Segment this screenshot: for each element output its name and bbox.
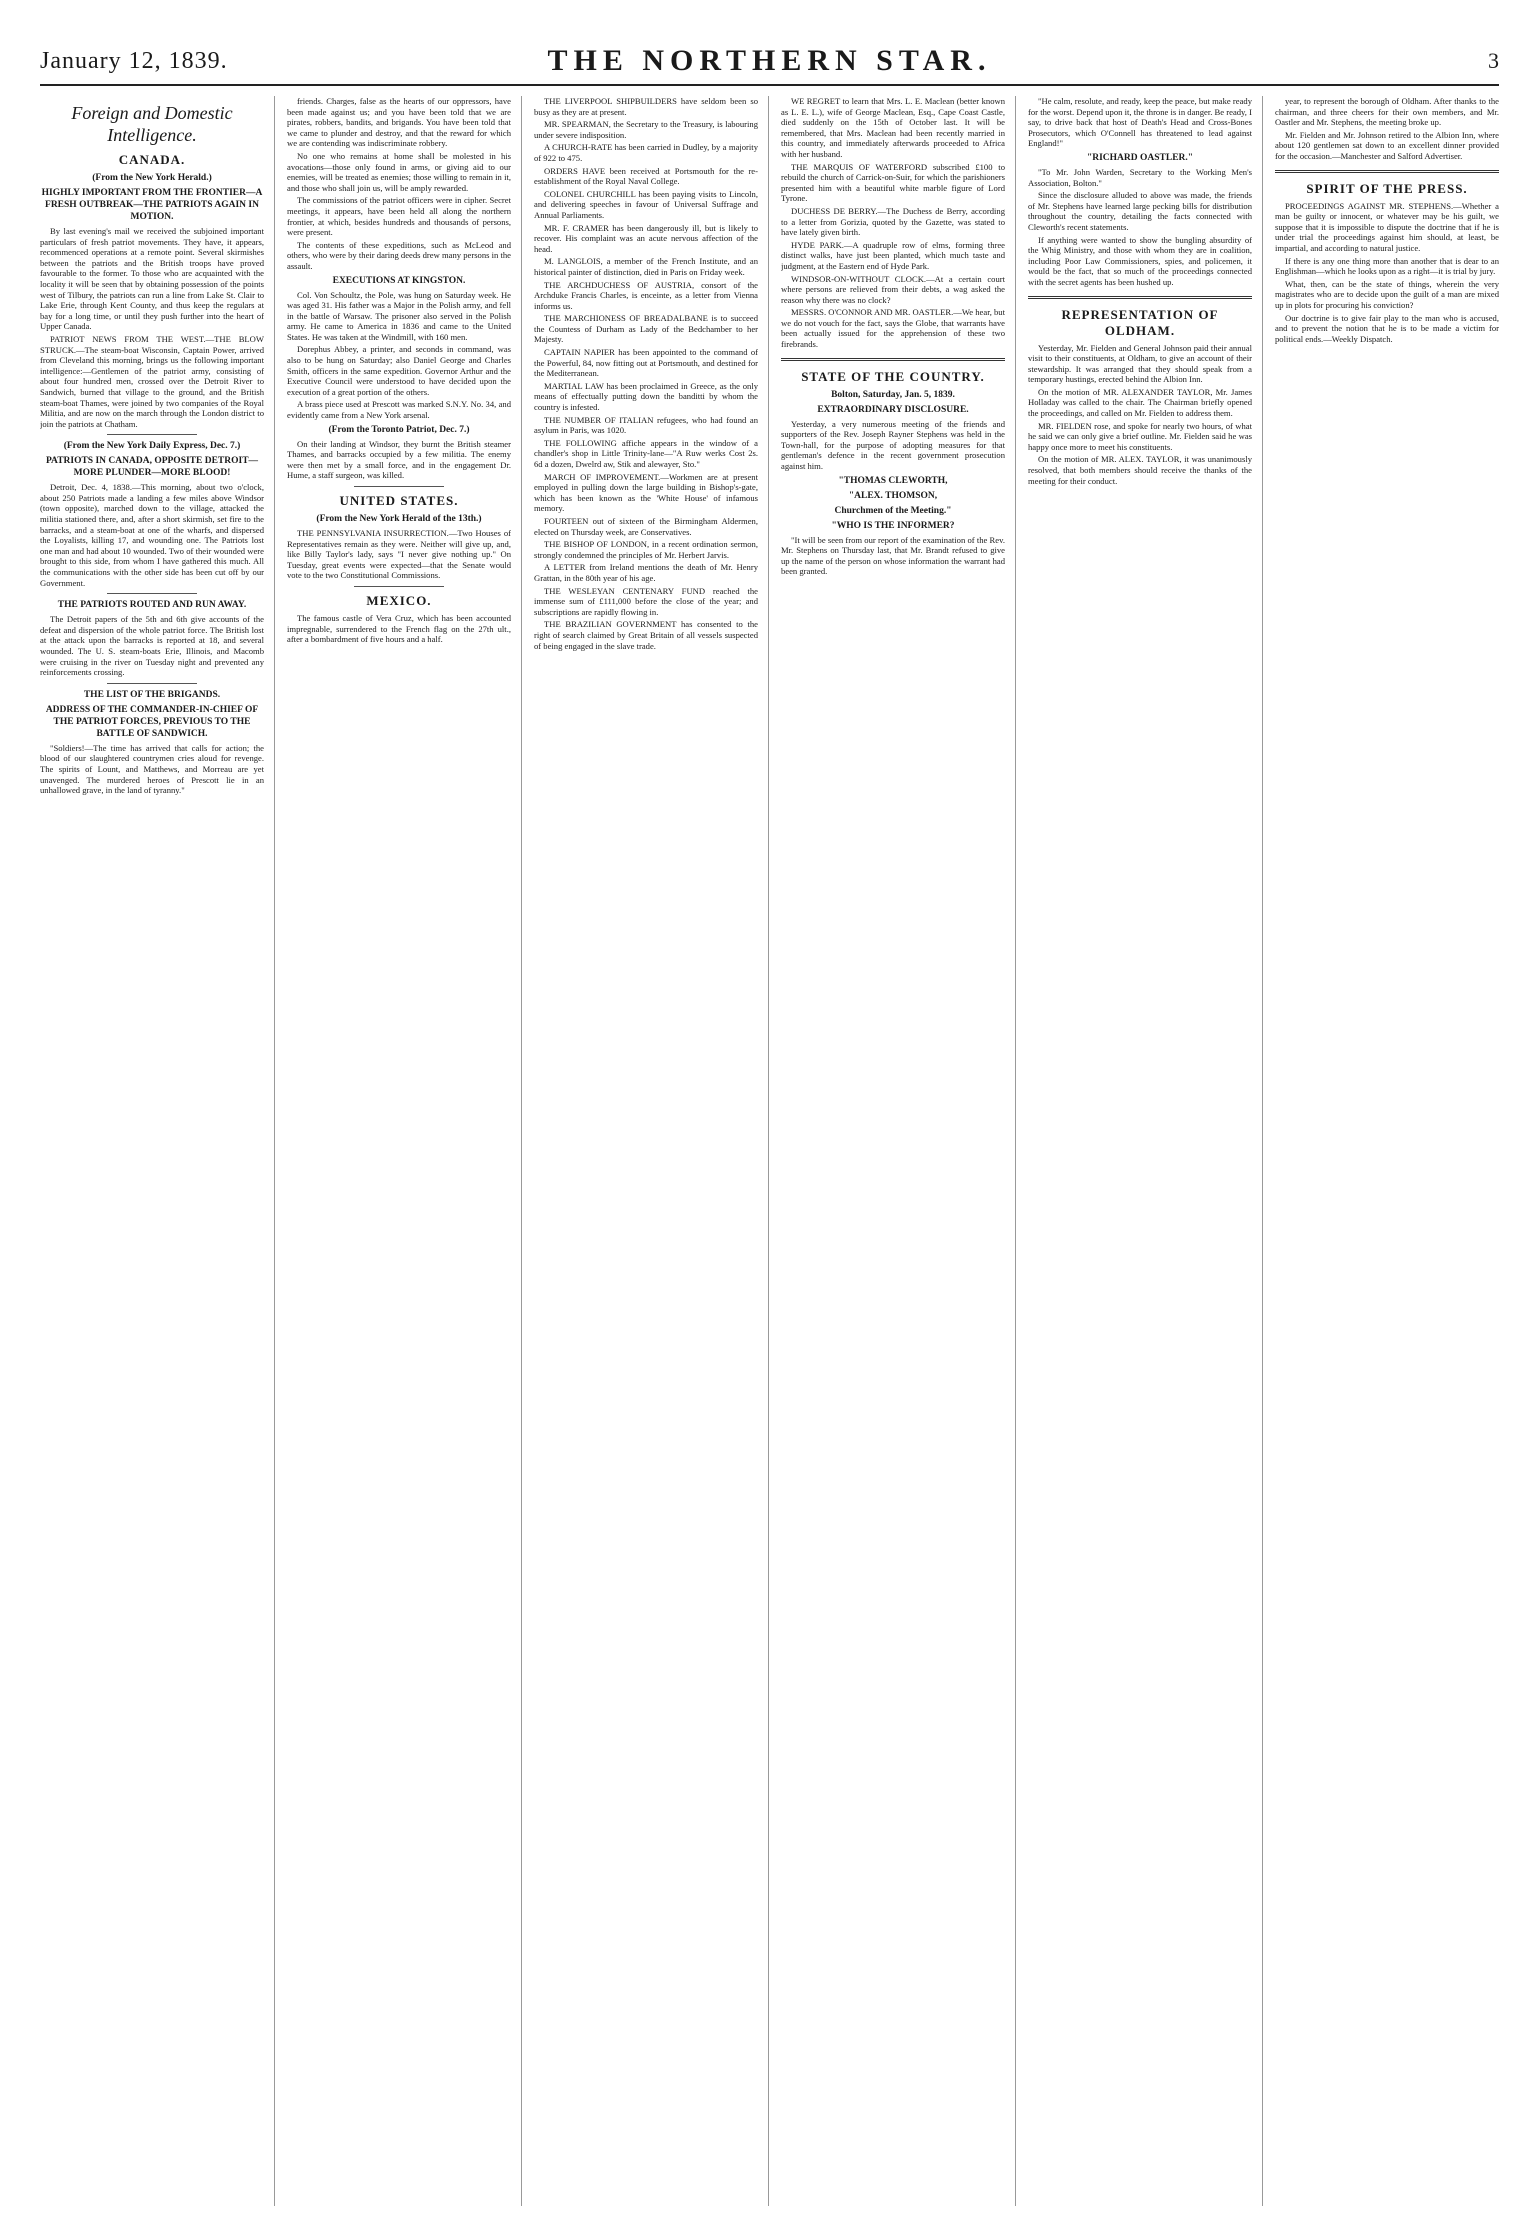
paragraph: "To Mr. John Warden, Secretary to the Working Men's Association, Bolton." xyxy=(1028,166,1252,188)
news-item: M. LANGLOIS, a member of the French Institute, and an historical painter of distinction, died in Paris on Friday week. xyxy=(534,256,758,277)
columns xyxy=(40,96,1499,2206)
news-item: THE FOLLOWING affiche appears in the window of a chandler's shop in Little Trinity-lane—"A Ruw werks Cost 2s. 6d a dozen, Dwelrd aw, Stik and alewayer, Sto." xyxy=(534,437,758,469)
subheading: ADDRESS OF THE COMMANDER-IN-CHIEF OF THE PATRIOT FORCES, PREVIOUS TO THE BATTLE OF SANDWICH. xyxy=(45,704,259,739)
article-heading: SPIRIT OF THE PRESS. xyxy=(1306,180,1468,196)
paragraph: Yesterday, Mr. Fielden and General Johnson paid their annual visit to their constituents, at Oldham, to give an account of their stewardship. It was arranged that they should speak from a temporary hustings, erected behind the Albion Inn. xyxy=(1028,342,1252,385)
paragraph: "It will be seen from our report of the examination of the Rev. Mr. Stephens on Thursday last, that Mr. Brandt refused to give up the name of the person on whose information the warrant had been granted. xyxy=(781,534,1005,577)
paragraph: THE PENNSYLVANIA INSURRECTION.—Two Houses of Representatives remain as they were. Neither will give up, and, like Billy Taylor's lady, says "I never give nothing up." On Tuesday, great events were expected—that the Senate would vote to the two Constitutional Commissions. xyxy=(287,528,511,581)
paragraph: Col. Von Schoultz, the Pole, was hung on Saturday week. He was aged 31. His father was a Major in the Polish army, and fell in the battle of Warsaw. The prisoner also served in the Polish army. He came to America in 1836 and came to the United States. He was taken at the Windmill, with 160 men. xyxy=(287,289,511,342)
source-line: (From the New York Herald of the 13th.) xyxy=(316,514,482,524)
paragraph: Since the disclosure alluded to above was made, the friends of Mr. Stephens have learned large pecking bills for distribution throughout the country, detailing the facts connected with Cleworth's recent statements. xyxy=(1028,190,1252,232)
divider xyxy=(781,358,1005,361)
paragraph: Our doctrine is to give fair play to the man who is accused, and to prevent the notion that he is to be made a victim for political ends.—Weekly Dispatch. xyxy=(1275,312,1499,344)
subheading: EXECUTIONS AT KINGSTON. xyxy=(332,275,466,286)
paragraph: PROCEEDINGS AGAINST MR. STEPHENS.—Whether a man be guilty or innocent, or whatever may be his guilt, we suppose that it is impossible to dispute the doctrine that if he is under trial the proceedings against him should, at least, be impartial, and according to natural justice. xyxy=(1275,200,1499,253)
paragraph: year, to represent the borough of Oldham. After thanks to the chairman, and three cheers for their own members, and Mr. Oastler and Mr. Stephens, the meeting broke up. xyxy=(1275,96,1499,128)
paragraph: Detroit, Dec. 4, 1838.—This morning, about two o'clock, about 250 Patriots made a landing a few miles above Windsor (town opposite), marched down to the village, attacked the militia stationed there, and, after a short skirmish, set fire to the barracks, and a steam-boat at one of the wharfs, and dispersed the Loyalists, killing 17, and wounding one. The Patriots lost one man and had about 10 wounded. Two of their wounded were brought to this side, from whom I have gathered this much. All the communications with the other side has been cut off by our Government. xyxy=(40,482,264,588)
signature: Churchmen of the Meeting." xyxy=(834,505,952,516)
news-item: MESSRS. O'CONNOR AND MR. OASTLER.—We hear, but we do not vouch for the fact, says the Globe, that warrants have been actually issued for the apprehension of these two firebrands. xyxy=(781,307,1005,350)
paragraph: The Detroit papers of the 5th and 6th give accounts of the defeat and dispersion of the whole patriot force. The British lost at the attack upon the barracks is reported at 18, and several wounded. The U. S. steam-boats Erie, Illinois, and Macomb were cruising in the river on Tuesday night and prevented any reinforcements crossing. xyxy=(40,614,264,678)
paragraph: The famous castle of Vera Cruz, which has been accounted impregnable, surrendered to the French flag on the 27th ult., after a bombardment of five hours and a half. xyxy=(287,612,511,645)
article-heading: CANADA. xyxy=(118,152,186,167)
divider xyxy=(354,586,444,587)
source-line: (From the New York Daily Express, Dec. 7.) xyxy=(63,441,241,452)
news-item: WINDSOR-ON-WITHOUT CLOCK.—At a certain court where persons are relieved from their debts, a wag asked the reason why there was no clock? xyxy=(781,273,1005,305)
divider xyxy=(107,434,197,435)
paragraph: The contents of these expeditions, such as McLeod and others, who were by their daring deeds drew many persons in the assault. xyxy=(287,239,511,271)
article-heading: UNITED STATES. xyxy=(339,493,459,508)
subheading: EXTRAORDINARY DISCLOSURE. xyxy=(817,404,969,415)
paragraph: By last evening's mail we received the subjoined important particulars of fresh patriot movements. They have, it appears, recommenced operations at a remote point. Several skirmishes between the patriots and the British troops have proved favourable to the former. To those who are acquainted with the locality it will be seen that by obtaining possession of the points west of Tilbury, the patriots can run a line from Lake St. Clair to Lake Erie, through Kent County, and thus keep the regulars at bay for a long time, or until they push further into the heart of Upper Canada. xyxy=(40,226,264,332)
news-item: THE NUMBER OF ITALIAN refugees, who had found an asylum in Paris, was 1020. xyxy=(534,414,758,436)
news-item: COLONEL CHURCHILL has been paying visits to Lincoln, and delivering speeches in favour of Universal Suffrage and Annual Parliaments. xyxy=(534,188,758,220)
paragraph: Yesterday, a very numerous meeting of the friends and supporters of the Rev. Joseph Rayner Stephens was held in the Town-hall, for the purpose of adopting measures for that gentleman's defence in the recent government prosecution against him. xyxy=(781,418,1005,472)
paragraph: Dorephus Abbey, a printer, and seconds in command, was also to be hung on Saturday; also Daniel George and Charles Smith, officers in the same expedition. Governor Arthur and the Executive Council were understood to have decided upon the execution of a great portion of the others. xyxy=(287,344,511,397)
article-heading: REPRESENTATION OF OLDHAM. xyxy=(1061,306,1219,338)
news-item: THE MARCHIONESS OF BREADALBANE is to succeed the Countess of Durham as Lady of the Bedchamber to her Majesty. xyxy=(534,313,758,345)
masthead xyxy=(40,36,1499,86)
newspaper-title: THE NORTHERN STAR. xyxy=(547,44,992,77)
news-item: DUCHESS DE BERRY.—The Duchess de Berry, according to a letter from Gorizia, quoted by the Gazette, was stated to have lately given birth. xyxy=(781,205,1005,238)
divider xyxy=(107,683,197,684)
divider xyxy=(1028,296,1252,299)
column-2 xyxy=(287,96,522,2206)
paragraph: On their landing at Windsor, they burnt the British steamer Thames, and barracks occupied by a few militia. The enemy were then met by a small force, and in the engagement Dr. Hume, a staff surgeon, was killed. xyxy=(287,438,511,481)
column-3 xyxy=(534,96,769,2206)
news-item: THE BISHOP OF LONDON, in a recent ordination sermon, strongly condemned the principles of Mr. Herbert Jarvis. xyxy=(534,539,758,560)
news-item: CAPTAIN NAPIER has been appointed to the command of the Powerful, 84, now fitting out at Portsmouth, and destined for the Mediterranean. xyxy=(534,347,758,379)
news-item: THE LIVERPOOL SHIPBUILDERS have seldom been so busy as they are at present. xyxy=(534,96,758,117)
divider xyxy=(1275,170,1499,173)
article-heading: STATE OF THE COUNTRY. xyxy=(801,368,985,384)
paragraph: What, then, can be the state of things, wherein the very magistrates who are to decide upon the guilt of a man are mixed up in plots for procuring his conviction? xyxy=(1275,278,1499,310)
paragraph: On the motion of MR. ALEXANDER TAYLOR, Mr. James Holladay was called to the chair. The Chairman briefly opened the proceedings, and called on Mr. Fielden to address them. xyxy=(1028,386,1252,419)
paragraph: "He calm, resolute, and ready, keep the peace, but make ready for the worst. Depend upon it, the throne is in danger. Be ready, I say, to drive back that host of Death's Head and Cross-Bones Prosecutors, which O'Connell has threatened to lead against England!" xyxy=(1028,96,1252,149)
column-5 xyxy=(1028,96,1263,2206)
news-item: THE WESLEYAN CENTENARY FUND reached the immense sum of £111,000 before the close of the year; and subscriptions are rapidly flowing in. xyxy=(534,585,758,617)
dateline: Bolton, Saturday, Jan. 5, 1839. xyxy=(831,389,955,400)
column-4 xyxy=(781,96,1016,2206)
news-item: THE BRAZILIAN GOVERNMENT has consented to the right of search claimed by Great Britain of all vessels suspected of being engaged in the slave trade. xyxy=(534,619,758,651)
article-heading: MEXICO. xyxy=(366,592,432,608)
news-item: MARCH OF IMPROVEMENT.—Workmen are at present employed in pulling down the large building in Bishop's-gate, which has been known as the 'White House' of infamous memory. xyxy=(534,471,758,514)
news-item: ORDERS HAVE been received at Portsmouth for the re-establishment of the Royal Naval College. xyxy=(534,165,758,187)
column-1 xyxy=(40,96,275,2206)
subheading: THE PATRIOTS ROUTED AND RUN AWAY. xyxy=(57,600,247,611)
news-item: THE MARQUIS OF WATERFORD subscribed £100 to rebuild the church of Carrick-on-Suir, for which the parishioners presented him with a beautiful white marble figure of Lord Tyrone. xyxy=(781,161,1005,204)
news-item: FOURTEEN out of sixteen of the Birmingham Aldermen, elected on Thursday week, are Conservatives. xyxy=(534,515,758,537)
news-item: THE ARCHDUCHESS OF AUSTRIA, consort of the Archduke Francis Charles, is enceinte, as a letter from Vienna informs us. xyxy=(534,279,758,311)
news-item: MR. F. CRAMER has been dangerously ill, but is likely to recover. His complaint was an acute nervous affection of the head. xyxy=(534,222,758,254)
divider xyxy=(107,593,197,594)
paragraph: friends. Charges, false as the hearts of our oppressors, have been made against us; and you have been told that we are pirates, robbers, bandits, and brigands. You have been told that we came to plunder and destroy, and that the reward for which we are contending was indiscriminate robbery. xyxy=(287,96,511,149)
subheading: HIGHLY IMPORTANT FROM THE FRONTIER—A FRESH OUTBREAK—THE PATRIOTS AGAIN IN MOTION. xyxy=(41,188,263,222)
paragraph: "Soldiers!—The time has arrived that calls for action; the blood of our slaughtered countrymen cries aloud for revenge. The spirits of Lount, and Matthews, and Morreau are yet unavenged. The murdered heroes of Prescott lie in an unhallowed grave, in the land of tyranny." xyxy=(40,742,264,796)
signature: "THOMAS CLEWORTH, xyxy=(838,475,948,486)
column-6 xyxy=(1275,96,1499,2206)
news-item: HYDE PARK.—A quadruple row of elms, forming three distinct walks, have just been planted, which much taste and judgment, at the Eastern end of Hyde Park. xyxy=(781,239,1005,271)
section-title: Foreign and Domestic Intelligence. xyxy=(71,103,233,145)
paragraph: If anything were wanted to show the bungling absurdity of the Whig Ministry, and those with whom they are in coalition, including Poor Law Commissioners, spies, and policemen, it would be the fact, that so much of the proceedings connected with the secret agents has been hushed up. xyxy=(1028,234,1252,287)
signature: "RICHARD OASTLER." xyxy=(1086,152,1194,163)
paragraph: The commissions of the patriot officers were in cipher. Secret meetings, it appears, have been held all along the northern frontier, at which, besides hundreds and thousands of persons, were present. xyxy=(287,195,511,238)
divider xyxy=(354,486,444,487)
subheading: "WHO IS THE INFORMER? xyxy=(831,520,955,531)
paragraph: MR. FIELDEN rose, and spoke for nearly two hours, of what he said we can only give a brief outline. Mr. Fielden said he was happy once more to meet his constituents. xyxy=(1028,420,1252,452)
news-item: MARTIAL LAW has been proclaimed in Greece, as the only means of effectually putting down the banditti by whom the country is infested. xyxy=(534,380,758,413)
paragraph: No one who remains at home shall be molested in his avocations—those only found in arms, or giving aid to our enemies, will be treated as enemies; those willing to remain in it, and those who shall join us, will be amply rewarded. xyxy=(287,150,511,193)
news-item: A LETTER from Ireland mentions the death of Mr. Henry Grattan, in the 80th year of his age. xyxy=(534,562,758,583)
news-item: MR. SPEARMAN, the Secretary to the Treasury, is labouring under severe indisposition. xyxy=(534,119,758,140)
page-number: 3 xyxy=(1488,48,1499,73)
paragraph: PATRIOT NEWS FROM THE WEST.—THE BLOW STRUCK.—The steam-boat Wisconsin, Captain Power, arrived from Cleveland this morning, brings us the following important intelligence:—Gentlemen of the patriot army, consisting of about four hundred men, crossed over the Detroit River to Sandwich, burned that village to the ground, and the British steam-boat Thames, were joined by two companies of the Royal Militia, and are now on the march through the London district to join the patriots at Chatham. xyxy=(40,333,264,429)
news-item: WE REGRET to learn that Mrs. L. E. Maclean (better known as L. E. L.), wife of George Maclean, Esq., Cape Coast Castle, died suddenly on the 15th of October last. It will be remembered, that Mrs. Maclean had been recently married in this country, and immediately afterwards proceeded to Africa with her husband. xyxy=(781,96,1005,159)
paragraph: Mr. Fielden and Mr. Johnson retired to the Albion Inn, where about 120 gentlemen sat down to an excellent dinner provided for the occasion.—Manchester and Salford Advertiser. xyxy=(1275,129,1499,161)
subheading: PATRIOTS IN CANADA, OPPOSITE DETROIT—MORE PLUNDER—MORE BLOOD! xyxy=(45,456,259,479)
signature: "ALEX. THOMSON, xyxy=(848,490,938,501)
source-line: (From the Toronto Patriot, Dec. 7.) xyxy=(328,424,470,435)
source-line: (From the New York Herald.) xyxy=(92,173,212,183)
issue-date: January 12, 1839. xyxy=(40,48,228,74)
news-item: A CHURCH-RATE has been carried in Dudley, by a majority of 922 to 475. xyxy=(534,142,758,163)
paragraph: On the motion of MR. ALEX. TAYLOR, it was unanimously resolved, that both members should receive the thanks of the meeting for their conduct. xyxy=(1028,454,1252,486)
subheading: THE LIST OF THE BRIGANDS. xyxy=(83,689,221,700)
paragraph: A brass piece used at Prescott was marked S.N.Y. No. 34, and evidently came from a New York arsenal. xyxy=(287,399,511,421)
paragraph: If there is any one thing more than another that is dear to an Englishman—which he looks upon as a right—it is trial by jury. xyxy=(1275,255,1499,277)
